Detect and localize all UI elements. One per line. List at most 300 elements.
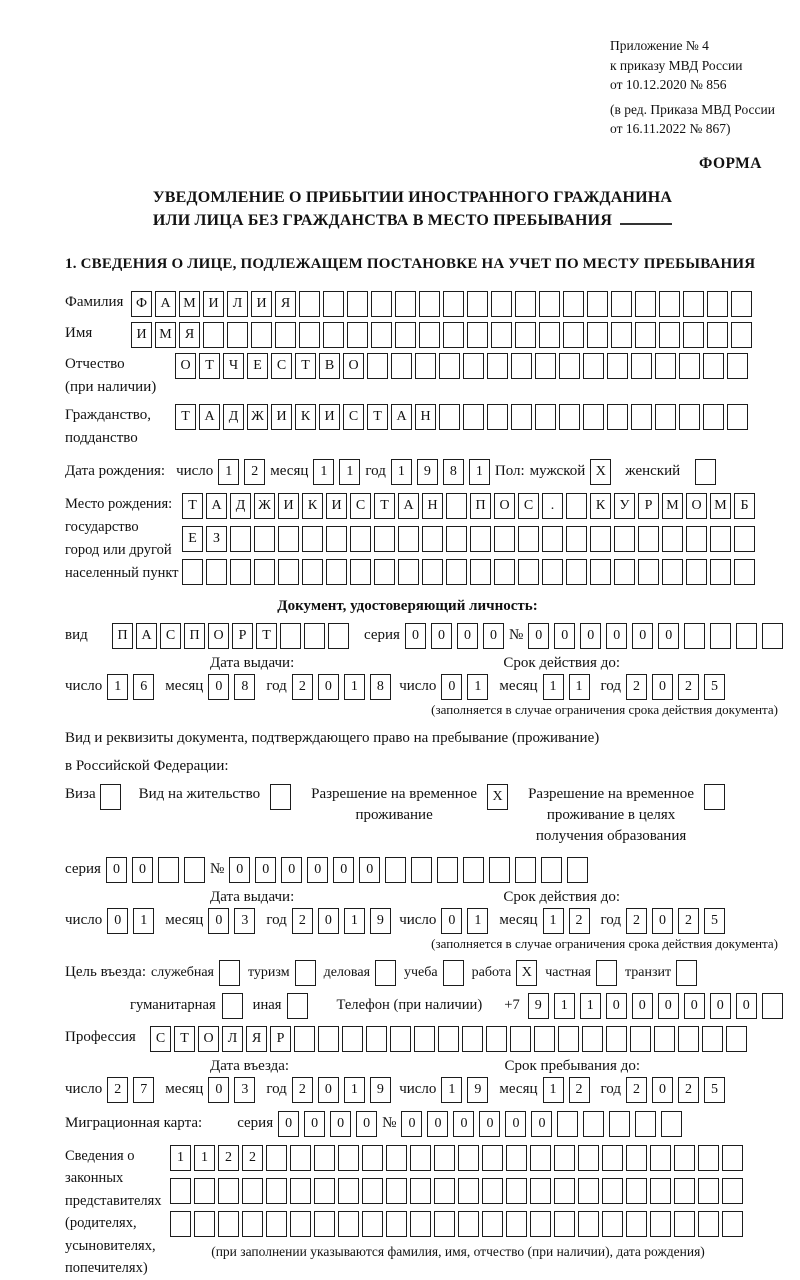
residence-number-cells[interactable] xyxy=(229,857,593,883)
entry-year[interactable] xyxy=(292,1077,396,1103)
char-cell[interactable] xyxy=(567,857,588,883)
edu-residence-checkbox[interactable] xyxy=(704,784,725,810)
char-cell[interactable] xyxy=(631,404,652,430)
char-cell[interactable] xyxy=(535,404,556,430)
doc-issue-year[interactable] xyxy=(292,674,396,700)
doc-type-cells[interactable] xyxy=(112,623,352,649)
char-cell[interactable]: 0 xyxy=(281,857,302,883)
char-cell[interactable] xyxy=(530,1211,551,1237)
char-cell[interactable] xyxy=(328,623,349,649)
char-cell[interactable]: 0 xyxy=(208,908,229,934)
char-cell[interactable] xyxy=(398,526,419,552)
char-cell[interactable]: 0 xyxy=(441,908,462,934)
char-cell[interactable]: Ж xyxy=(247,404,268,430)
char-cell[interactable] xyxy=(314,1145,335,1171)
char-cell[interactable]: 0 xyxy=(401,1111,422,1137)
char-cell[interactable]: 8 xyxy=(370,674,391,700)
char-cell[interactable] xyxy=(602,1178,623,1204)
char-cell[interactable] xyxy=(494,559,515,585)
stay-day[interactable] xyxy=(441,1077,493,1103)
char-cell[interactable]: 0 xyxy=(304,1111,325,1137)
char-cell[interactable] xyxy=(583,353,604,379)
char-cell[interactable] xyxy=(323,322,344,348)
char-cell[interactable] xyxy=(374,559,395,585)
char-cell[interactable]: А xyxy=(136,623,157,649)
char-cell[interactable]: М xyxy=(155,322,176,348)
char-cell[interactable]: Т xyxy=(295,353,316,379)
char-cell[interactable]: 0 xyxy=(318,1077,339,1103)
char-cell[interactable] xyxy=(391,353,412,379)
char-cell[interactable]: Т xyxy=(367,404,388,430)
char-cell[interactable]: 0 xyxy=(427,1111,448,1137)
char-cell[interactable] xyxy=(390,1026,411,1052)
char-cell[interactable] xyxy=(726,1026,747,1052)
char-cell[interactable] xyxy=(587,291,608,317)
char-cell[interactable] xyxy=(470,559,491,585)
residence-issue-year[interactable] xyxy=(292,908,396,934)
char-cell[interactable] xyxy=(557,1111,578,1137)
char-cell[interactable]: М xyxy=(662,493,683,519)
char-cell[interactable] xyxy=(371,322,392,348)
char-cell[interactable] xyxy=(736,623,757,649)
char-cell[interactable] xyxy=(578,1178,599,1204)
residence-series-cells[interactable] xyxy=(106,857,210,883)
representatives-row2[interactable] xyxy=(170,1178,746,1204)
char-cell[interactable] xyxy=(703,404,724,430)
char-cell[interactable] xyxy=(299,322,320,348)
title-blank-line[interactable] xyxy=(620,209,672,225)
char-cell[interactable] xyxy=(290,1145,311,1171)
char-cell[interactable]: 9 xyxy=(467,1077,488,1103)
firstname-cells[interactable] xyxy=(131,322,755,348)
char-cell[interactable]: С xyxy=(160,623,181,649)
char-cell[interactable] xyxy=(462,1026,483,1052)
char-cell[interactable]: Ч xyxy=(223,353,244,379)
char-cell[interactable] xyxy=(374,526,395,552)
char-cell[interactable]: К xyxy=(302,493,323,519)
char-cell[interactable] xyxy=(230,559,251,585)
residence-issue-day[interactable] xyxy=(107,908,159,934)
phone-cells[interactable] xyxy=(528,993,788,1019)
char-cell[interactable]: Е xyxy=(247,353,268,379)
char-cell[interactable]: И xyxy=(131,322,152,348)
char-cell[interactable] xyxy=(558,1026,579,1052)
char-cell[interactable] xyxy=(170,1211,191,1237)
char-cell[interactable] xyxy=(443,291,464,317)
char-cell[interactable]: 0 xyxy=(307,857,328,883)
char-cell[interactable]: 2 xyxy=(218,1145,239,1171)
sex-female-checkbox[interactable] xyxy=(695,459,716,485)
char-cell[interactable]: П xyxy=(112,623,133,649)
char-cell[interactable]: 2 xyxy=(678,908,699,934)
char-cell[interactable]: У xyxy=(614,493,635,519)
char-cell[interactable] xyxy=(434,1145,455,1171)
char-cell[interactable]: П xyxy=(470,493,491,519)
char-cell[interactable] xyxy=(338,1145,359,1171)
char-cell[interactable]: 1 xyxy=(543,908,564,934)
migration-number-cells[interactable] xyxy=(401,1111,687,1137)
char-cell[interactable]: 1 xyxy=(344,674,365,700)
char-cell[interactable] xyxy=(458,1145,479,1171)
char-cell[interactable] xyxy=(518,559,539,585)
char-cell[interactable] xyxy=(467,291,488,317)
char-cell[interactable]: Я xyxy=(275,291,296,317)
char-cell[interactable] xyxy=(635,322,656,348)
char-cell[interactable] xyxy=(362,1178,383,1204)
char-cell[interactable]: 1 xyxy=(339,459,360,485)
char-cell[interactable] xyxy=(515,857,536,883)
char-cell[interactable]: И xyxy=(271,404,292,430)
char-cell[interactable] xyxy=(230,526,251,552)
char-cell[interactable]: 0 xyxy=(431,623,452,649)
char-cell[interactable] xyxy=(395,322,416,348)
char-cell[interactable] xyxy=(731,291,752,317)
birth-place-row2[interactable] xyxy=(182,526,758,552)
entry-day[interactable] xyxy=(107,1077,159,1103)
char-cell[interactable] xyxy=(347,322,368,348)
char-cell[interactable] xyxy=(710,623,731,649)
purpose-service-checkbox[interactable] xyxy=(219,960,240,986)
char-cell[interactable]: 2 xyxy=(678,1077,699,1103)
char-cell[interactable] xyxy=(679,353,700,379)
char-cell[interactable]: Т xyxy=(256,623,277,649)
char-cell[interactable] xyxy=(650,1178,671,1204)
char-cell[interactable]: 1 xyxy=(543,1077,564,1103)
char-cell[interactable] xyxy=(290,1211,311,1237)
char-cell[interactable]: Т xyxy=(174,1026,195,1052)
char-cell[interactable] xyxy=(419,322,440,348)
char-cell[interactable]: Л xyxy=(222,1026,243,1052)
char-cell[interactable] xyxy=(487,404,508,430)
char-cell[interactable] xyxy=(635,291,656,317)
char-cell[interactable] xyxy=(491,291,512,317)
char-cell[interactable] xyxy=(486,1026,507,1052)
char-cell[interactable]: 2 xyxy=(569,1077,590,1103)
char-cell[interactable]: Е xyxy=(182,526,203,552)
char-cell[interactable]: А xyxy=(398,493,419,519)
char-cell[interactable]: 0 xyxy=(483,623,504,649)
char-cell[interactable] xyxy=(338,1178,359,1204)
char-cell[interactable] xyxy=(314,1178,335,1204)
char-cell[interactable]: Р xyxy=(638,493,659,519)
char-cell[interactable] xyxy=(194,1211,215,1237)
char-cell[interactable] xyxy=(539,291,560,317)
char-cell[interactable] xyxy=(371,291,392,317)
char-cell[interactable] xyxy=(410,1145,431,1171)
char-cell[interactable]: 2 xyxy=(626,1077,647,1103)
char-cell[interactable] xyxy=(722,1211,743,1237)
doc-series-cells[interactable] xyxy=(405,623,509,649)
char-cell[interactable] xyxy=(702,1026,723,1052)
char-cell[interactable] xyxy=(467,322,488,348)
char-cell[interactable] xyxy=(662,559,683,585)
char-cell[interactable]: 3 xyxy=(234,1077,255,1103)
char-cell[interactable] xyxy=(218,1178,239,1204)
char-cell[interactable]: 9 xyxy=(370,908,391,934)
char-cell[interactable]: С xyxy=(350,493,371,519)
char-cell[interactable]: 5 xyxy=(704,908,725,934)
char-cell[interactable] xyxy=(170,1178,191,1204)
char-cell[interactable] xyxy=(506,1178,527,1204)
char-cell[interactable] xyxy=(280,623,301,649)
char-cell[interactable]: Т xyxy=(175,404,196,430)
residence-valid-day[interactable] xyxy=(441,908,493,934)
char-cell[interactable]: И xyxy=(203,291,224,317)
char-cell[interactable] xyxy=(347,291,368,317)
char-cell[interactable] xyxy=(254,526,275,552)
char-cell[interactable] xyxy=(707,291,728,317)
char-cell[interactable] xyxy=(182,559,203,585)
char-cell[interactable] xyxy=(386,1145,407,1171)
char-cell[interactable] xyxy=(434,1178,455,1204)
char-cell[interactable]: 1 xyxy=(133,908,154,934)
char-cell[interactable]: Н xyxy=(422,493,443,519)
char-cell[interactable] xyxy=(511,353,532,379)
char-cell[interactable] xyxy=(275,322,296,348)
char-cell[interactable]: Д xyxy=(230,493,251,519)
char-cell[interactable] xyxy=(386,1178,407,1204)
char-cell[interactable]: 9 xyxy=(417,459,438,485)
char-cell[interactable]: 1 xyxy=(170,1145,191,1171)
residence-permit-checkbox[interactable] xyxy=(270,784,291,810)
char-cell[interactable] xyxy=(683,322,704,348)
char-cell[interactable]: 1 xyxy=(469,459,490,485)
char-cell[interactable] xyxy=(578,1145,599,1171)
char-cell[interactable] xyxy=(304,623,325,649)
char-cell[interactable] xyxy=(631,353,652,379)
char-cell[interactable] xyxy=(722,1145,743,1171)
char-cell[interactable]: 0 xyxy=(229,857,250,883)
char-cell[interactable] xyxy=(242,1178,263,1204)
char-cell[interactable] xyxy=(578,1211,599,1237)
residence-issue-month[interactable] xyxy=(208,908,260,934)
char-cell[interactable] xyxy=(727,353,748,379)
char-cell[interactable]: 2 xyxy=(292,1077,313,1103)
char-cell[interactable] xyxy=(662,526,683,552)
char-cell[interactable] xyxy=(494,526,515,552)
char-cell[interactable]: 0 xyxy=(278,1111,299,1137)
char-cell[interactable] xyxy=(266,1211,287,1237)
purpose-work-checkbox[interactable]: X xyxy=(516,960,537,986)
char-cell[interactable] xyxy=(510,1026,531,1052)
char-cell[interactable] xyxy=(762,623,783,649)
char-cell[interactable] xyxy=(727,404,748,430)
char-cell[interactable] xyxy=(366,1026,387,1052)
char-cell[interactable]: 2 xyxy=(626,908,647,934)
char-cell[interactable]: З xyxy=(206,526,227,552)
char-cell[interactable]: 1 xyxy=(194,1145,215,1171)
char-cell[interactable]: Р xyxy=(232,623,253,649)
char-cell[interactable] xyxy=(607,404,628,430)
char-cell[interactable] xyxy=(654,1026,675,1052)
sex-male-checkbox[interactable]: X xyxy=(590,459,611,485)
char-cell[interactable]: 2 xyxy=(626,674,647,700)
char-cell[interactable]: 0 xyxy=(505,1111,526,1137)
doc-valid-day[interactable] xyxy=(441,674,493,700)
char-cell[interactable]: И xyxy=(319,404,340,430)
char-cell[interactable] xyxy=(342,1026,363,1052)
birth-place-row3[interactable] xyxy=(182,559,758,585)
char-cell[interactable]: 0 xyxy=(652,908,673,934)
citizenship-cells[interactable] xyxy=(175,404,751,430)
char-cell[interactable]: 0 xyxy=(441,674,462,700)
char-cell[interactable] xyxy=(487,353,508,379)
char-cell[interactable] xyxy=(482,1145,503,1171)
temp-residence-checkbox[interactable]: X xyxy=(487,784,508,810)
char-cell[interactable] xyxy=(614,526,635,552)
char-cell[interactable] xyxy=(446,559,467,585)
char-cell[interactable] xyxy=(458,1211,479,1237)
char-cell[interactable]: Т xyxy=(374,493,395,519)
char-cell[interactable] xyxy=(554,1145,575,1171)
char-cell[interactable] xyxy=(395,291,416,317)
char-cell[interactable]: 1 xyxy=(569,674,590,700)
char-cell[interactable]: 0 xyxy=(652,674,673,700)
char-cell[interactable] xyxy=(318,1026,339,1052)
char-cell[interactable] xyxy=(506,1145,527,1171)
char-cell[interactable]: 1 xyxy=(441,1077,462,1103)
char-cell[interactable]: О xyxy=(198,1026,219,1052)
char-cell[interactable] xyxy=(515,291,536,317)
char-cell[interactable] xyxy=(422,559,443,585)
char-cell[interactable] xyxy=(698,1211,719,1237)
char-cell[interactable] xyxy=(278,526,299,552)
char-cell[interactable] xyxy=(731,322,752,348)
residence-valid-year[interactable] xyxy=(626,908,730,934)
char-cell[interactable] xyxy=(511,404,532,430)
char-cell[interactable] xyxy=(206,559,227,585)
char-cell[interactable] xyxy=(542,559,563,585)
char-cell[interactable] xyxy=(734,526,755,552)
char-cell[interactable] xyxy=(294,1026,315,1052)
char-cell[interactable]: 0 xyxy=(132,857,153,883)
char-cell[interactable] xyxy=(611,322,632,348)
char-cell[interactable] xyxy=(302,526,323,552)
doc-valid-month[interactable] xyxy=(543,674,595,700)
purpose-humanitarian-checkbox[interactable] xyxy=(222,993,243,1019)
char-cell[interactable]: 2 xyxy=(292,908,313,934)
char-cell[interactable]: 0 xyxy=(606,993,627,1019)
char-cell[interactable] xyxy=(566,526,587,552)
char-cell[interactable]: 1 xyxy=(107,674,128,700)
char-cell[interactable] xyxy=(411,857,432,883)
char-cell[interactable] xyxy=(707,322,728,348)
char-cell[interactable] xyxy=(266,1178,287,1204)
char-cell[interactable] xyxy=(314,1211,335,1237)
char-cell[interactable] xyxy=(626,1145,647,1171)
char-cell[interactable]: С xyxy=(150,1026,171,1052)
char-cell[interactable]: С xyxy=(271,353,292,379)
char-cell[interactable]: 0 xyxy=(405,623,426,649)
char-cell[interactable] xyxy=(218,1211,239,1237)
purpose-tourism-checkbox[interactable] xyxy=(295,960,316,986)
char-cell[interactable] xyxy=(410,1178,431,1204)
char-cell[interactable] xyxy=(655,404,676,430)
char-cell[interactable] xyxy=(587,322,608,348)
profession-cells[interactable] xyxy=(150,1026,750,1052)
char-cell[interactable]: 0 xyxy=(330,1111,351,1137)
char-cell[interactable] xyxy=(463,857,484,883)
char-cell[interactable] xyxy=(470,526,491,552)
char-cell[interactable] xyxy=(386,1211,407,1237)
char-cell[interactable]: 0 xyxy=(318,674,339,700)
char-cell[interactable] xyxy=(534,1026,555,1052)
char-cell[interactable] xyxy=(661,1111,682,1137)
char-cell[interactable]: 2 xyxy=(292,674,313,700)
char-cell[interactable]: 0 xyxy=(531,1111,552,1137)
birth-day-cells[interactable] xyxy=(218,459,270,485)
char-cell[interactable]: Б xyxy=(734,493,755,519)
char-cell[interactable] xyxy=(530,1178,551,1204)
birth-month-cells[interactable] xyxy=(313,459,365,485)
purpose-private-checkbox[interactable] xyxy=(596,960,617,986)
char-cell[interactable]: М xyxy=(710,493,731,519)
char-cell[interactable] xyxy=(491,322,512,348)
char-cell[interactable] xyxy=(299,291,320,317)
char-cell[interactable]: 1 xyxy=(391,459,412,485)
patronymic-cells[interactable] xyxy=(175,353,751,379)
char-cell[interactable] xyxy=(398,559,419,585)
char-cell[interactable] xyxy=(446,526,467,552)
char-cell[interactable]: Л xyxy=(227,291,248,317)
char-cell[interactable]: 9 xyxy=(370,1077,391,1103)
char-cell[interactable] xyxy=(554,1211,575,1237)
char-cell[interactable]: 0 xyxy=(333,857,354,883)
char-cell[interactable] xyxy=(638,559,659,585)
char-cell[interactable] xyxy=(385,857,406,883)
char-cell[interactable]: 2 xyxy=(107,1077,128,1103)
char-cell[interactable]: О xyxy=(494,493,515,519)
char-cell[interactable] xyxy=(684,623,705,649)
char-cell[interactable] xyxy=(686,526,707,552)
char-cell[interactable] xyxy=(566,493,587,519)
char-cell[interactable]: 1 xyxy=(313,459,334,485)
char-cell[interactable] xyxy=(437,857,458,883)
char-cell[interactable]: . xyxy=(542,493,563,519)
char-cell[interactable] xyxy=(674,1211,695,1237)
char-cell[interactable] xyxy=(463,353,484,379)
char-cell[interactable] xyxy=(698,1178,719,1204)
char-cell[interactable]: Р xyxy=(270,1026,291,1052)
char-cell[interactable] xyxy=(535,353,556,379)
char-cell[interactable]: Д xyxy=(223,404,244,430)
char-cell[interactable]: 0 xyxy=(554,623,575,649)
char-cell[interactable] xyxy=(439,353,460,379)
char-cell[interactable]: О xyxy=(686,493,707,519)
char-cell[interactable]: В xyxy=(319,353,340,379)
char-cell[interactable]: Ф xyxy=(131,291,152,317)
doc-issue-day[interactable] xyxy=(107,674,159,700)
representatives-row1[interactable] xyxy=(170,1145,746,1171)
char-cell[interactable]: А xyxy=(155,291,176,317)
char-cell[interactable] xyxy=(482,1211,503,1237)
char-cell[interactable] xyxy=(439,404,460,430)
char-cell[interactable] xyxy=(703,353,724,379)
purpose-transit-checkbox[interactable] xyxy=(676,960,697,986)
char-cell[interactable] xyxy=(659,291,680,317)
char-cell[interactable] xyxy=(554,1178,575,1204)
char-cell[interactable]: 0 xyxy=(528,623,549,649)
char-cell[interactable]: 1 xyxy=(554,993,575,1019)
visa-checkbox[interactable] xyxy=(100,784,121,810)
char-cell[interactable] xyxy=(674,1145,695,1171)
char-cell[interactable] xyxy=(184,857,205,883)
char-cell[interactable]: 0 xyxy=(318,908,339,934)
char-cell[interactable] xyxy=(559,353,580,379)
char-cell[interactable]: Т xyxy=(182,493,203,519)
char-cell[interactable] xyxy=(323,291,344,317)
char-cell[interactable] xyxy=(414,1026,435,1052)
